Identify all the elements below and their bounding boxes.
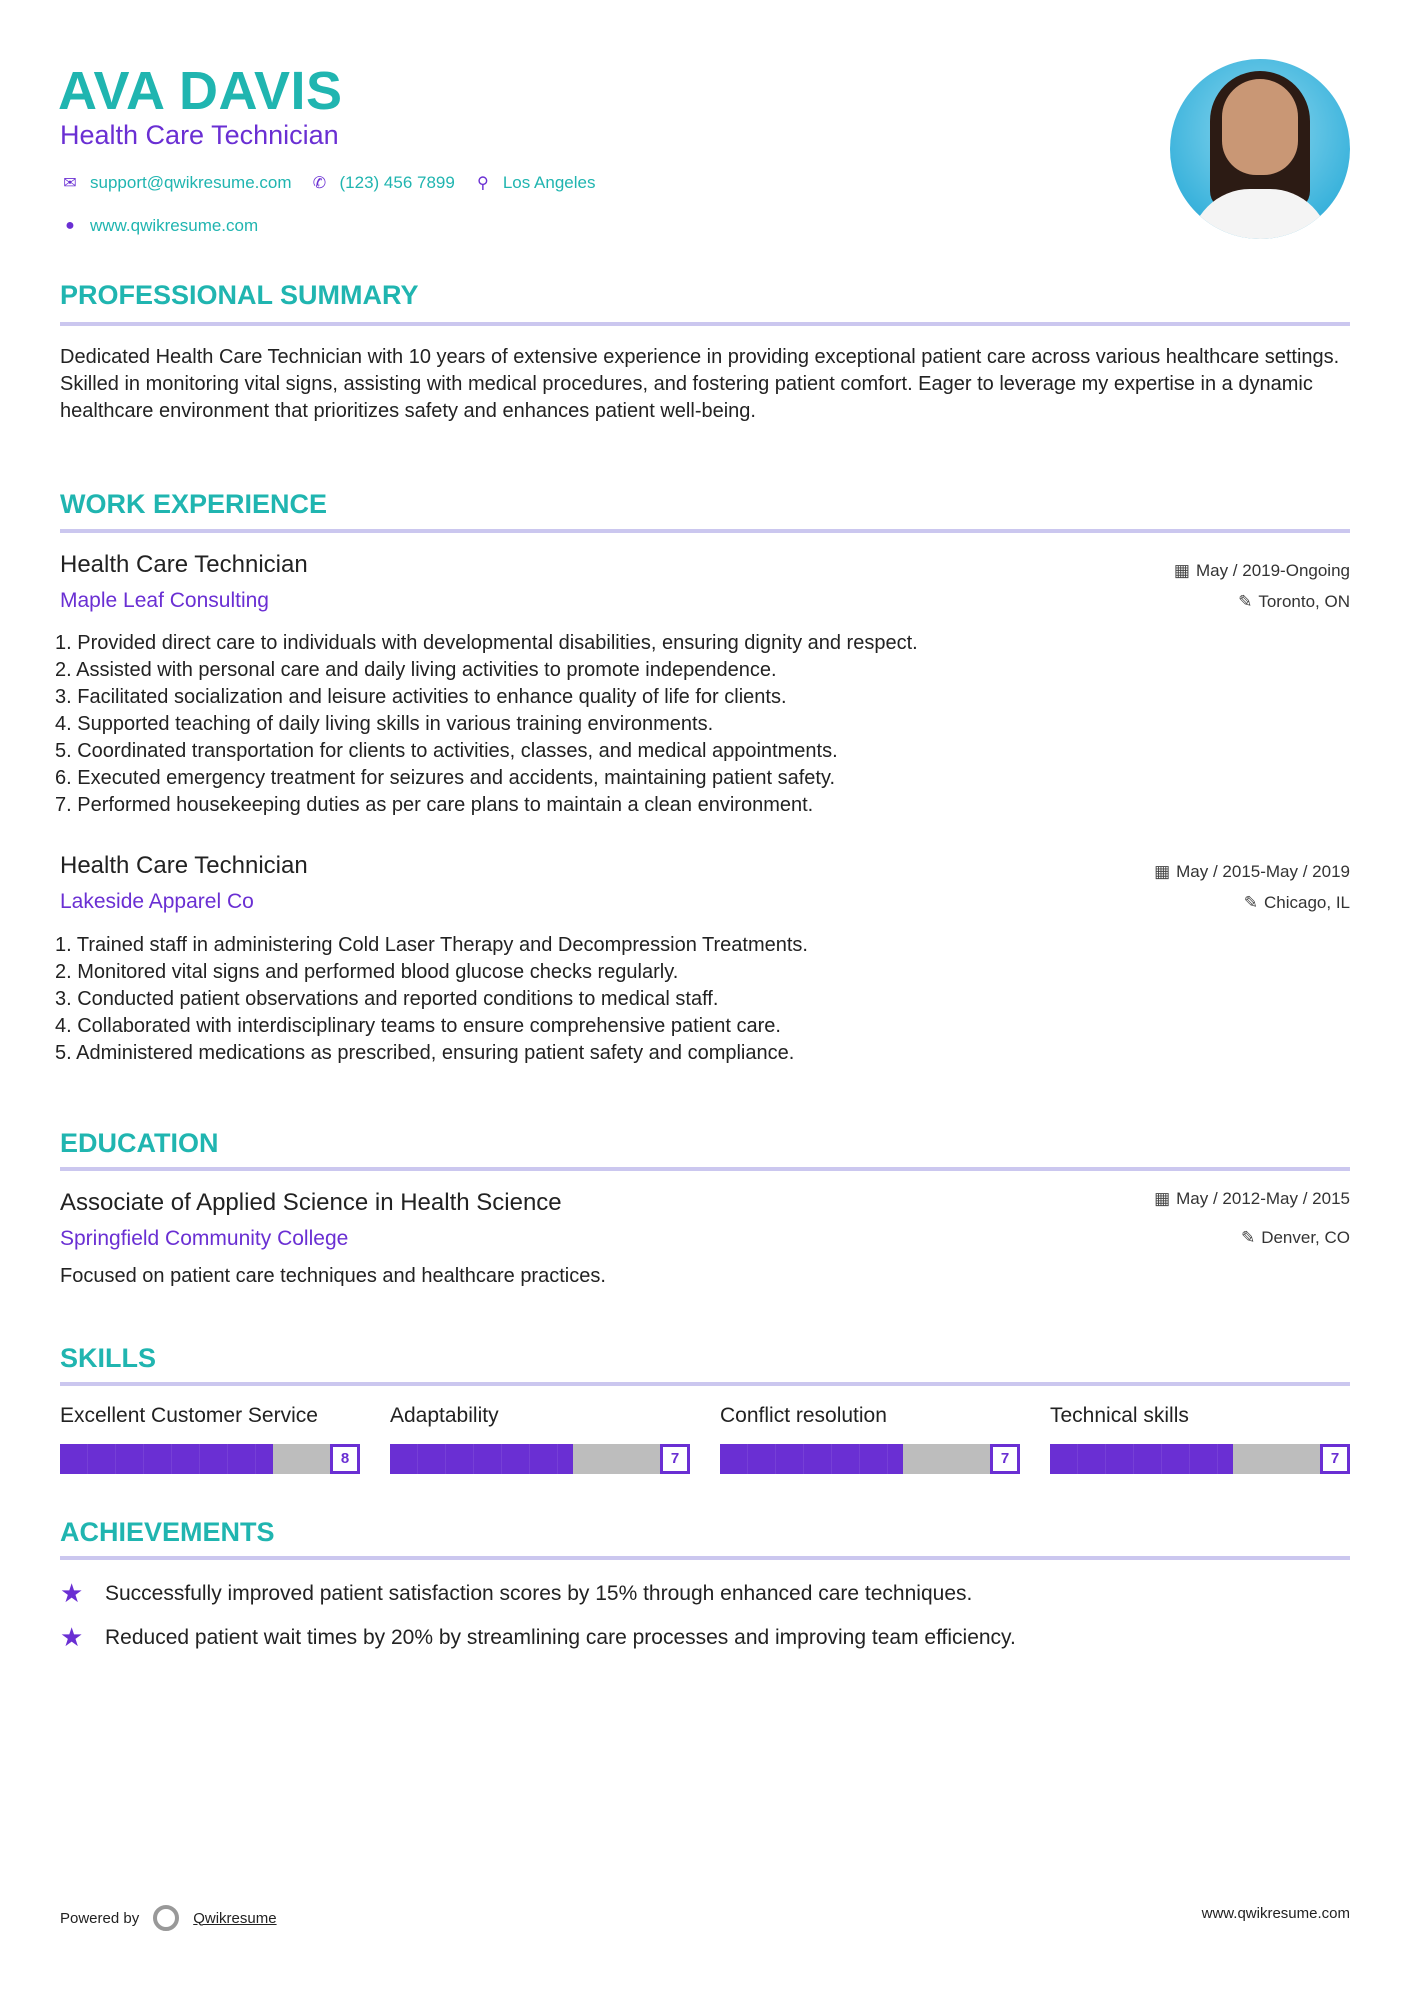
job-duties bbox=[55, 932, 808, 1067]
job-company: Maple Leaf Consulting bbox=[60, 589, 269, 612]
skill-fill bbox=[720, 1444, 903, 1474]
divider bbox=[60, 529, 1350, 533]
section-heading-experience: WORK EXPERIENCE bbox=[60, 489, 328, 519]
education-description: Focused on patient care techniques and healthcare practices. bbox=[60, 1265, 606, 1287]
envelope-icon: ✉ bbox=[63, 175, 77, 192]
website-link[interactable]: www.qwikresume.com bbox=[90, 216, 259, 235]
skill-item bbox=[1050, 1404, 1350, 1474]
list-item: 7. Performed housekeeping duties as per care plans to maintain a clean environment. bbox=[55, 794, 814, 816]
section-heading-skills: SKILLS bbox=[60, 1343, 157, 1373]
skill-fill bbox=[390, 1444, 573, 1474]
list-item: 4. Supported teaching of daily living skills in various training environments. bbox=[55, 713, 714, 735]
location-text: Los Angeles bbox=[502, 173, 596, 192]
job-duties bbox=[55, 630, 918, 819]
skill-level: 8 bbox=[330, 1444, 360, 1474]
calendar-icon: ▦ bbox=[1173, 561, 1190, 580]
skill-level: 7 bbox=[1320, 1444, 1350, 1474]
brand-link[interactable]: Qwikresume bbox=[193, 1909, 277, 1927]
achievement-text: Reduced patient wait times by 20% by streamlining care processes and improving team efficiency. bbox=[105, 1625, 1016, 1649]
pin-icon: ✎ bbox=[1238, 592, 1253, 611]
candidate-name: AVA DAVIS bbox=[58, 61, 343, 121]
contact-row bbox=[60, 173, 595, 193]
star-icon: ★ bbox=[60, 1578, 84, 1608]
skill-item bbox=[720, 1404, 1020, 1474]
pin-icon: ✎ bbox=[1243, 893, 1258, 912]
achievement-item bbox=[60, 1622, 1016, 1653]
skill-level: 7 bbox=[660, 1444, 690, 1474]
list-item: 6. Executed emergency treatment for seizures and accidents, maintaining patient safety. bbox=[55, 767, 836, 789]
skill-name: Excellent Customer Service bbox=[60, 1404, 318, 1427]
education-location: Denver, CO bbox=[1261, 1228, 1350, 1247]
divider bbox=[60, 1556, 1350, 1560]
powered-by-label: Powered by bbox=[60, 1909, 140, 1927]
list-item: 1. Trained staff in administering Cold Laser Therapy and Decompression Treatments. bbox=[55, 934, 808, 956]
pin-icon: ✎ bbox=[1240, 1228, 1256, 1247]
skill-bar bbox=[720, 1444, 1020, 1474]
skill-name: Conflict resolution bbox=[720, 1404, 887, 1427]
calendar-icon: ▦ bbox=[1154, 1189, 1171, 1208]
list-item: 2. Monitored vital signs and performed blood glucose checks regularly. bbox=[55, 961, 679, 983]
phone-text: (123) 456 7899 bbox=[339, 173, 455, 192]
skill-fill bbox=[60, 1444, 273, 1474]
skill-bar bbox=[390, 1444, 690, 1474]
email-link[interactable]: support@qwikresume.com bbox=[90, 173, 292, 192]
map-pin-icon: ⚲ bbox=[476, 175, 489, 192]
section-heading-education: EDUCATION bbox=[60, 1128, 219, 1158]
phone-icon: ✆ bbox=[312, 175, 327, 192]
list-item: 5. Coordinated transportation for clients to activities, classes, and medical appointments. bbox=[55, 740, 838, 762]
skill-name: Adaptability bbox=[390, 1404, 499, 1427]
achievement-item bbox=[60, 1578, 972, 1609]
divider bbox=[60, 1167, 1350, 1171]
profile-photo bbox=[1170, 59, 1350, 239]
divider bbox=[60, 322, 1350, 326]
job-company: Lakeside Apparel Co bbox=[60, 890, 254, 913]
education-date: May / 2012-May / 2015 bbox=[1176, 1189, 1350, 1208]
skill-bar bbox=[60, 1444, 360, 1474]
list-item: 5. Administered medications as prescribed, ensuring patient safety and compliance. bbox=[55, 1042, 795, 1064]
job-title: Health Care Technician bbox=[60, 852, 308, 879]
achievement-text: Successfully improved patient satisfaction scores by 15% through enhanced care techniques. bbox=[105, 1581, 973, 1605]
list-item: 1. Provided direct care to individuals with developmental disabilities, ensuring dignity and respect. bbox=[55, 632, 918, 654]
globe-icon: ● bbox=[65, 217, 75, 234]
section-heading-achievements: ACHIEVEMENTS bbox=[60, 1517, 275, 1547]
job-date: May / 2015-May / 2019 bbox=[1176, 862, 1350, 881]
skill-fill bbox=[1050, 1444, 1233, 1474]
job-location: Toronto, ON bbox=[1258, 592, 1350, 611]
skill-item bbox=[60, 1404, 360, 1474]
job-title: Health Care Technician bbox=[60, 551, 308, 578]
footer-website[interactable]: www.qwikresume.com bbox=[1201, 1905, 1350, 1922]
star-icon: ★ bbox=[60, 1622, 84, 1652]
footer-left bbox=[60, 1905, 277, 1931]
calendar-icon: ▦ bbox=[1154, 862, 1171, 881]
summary-text: Dedicated Health Care Technician with 10 years of extensive experience in providing exceptional patient care across various healthcare settings. Skilled in monitoring vital signs, assisting with medical procedures, and fostering patient comfort. Eager to leverage my expertise in a dynamic healthcare environment that prioritizes safety and enhances patient well-being. bbox=[60, 346, 1340, 422]
list-item: 4. Collaborated with interdisciplinary teams to ensure comprehensive patient care. bbox=[55, 1015, 781, 1037]
list-item: 3. Conducted patient observations and reported conditions to medical staff. bbox=[55, 988, 719, 1010]
website-row bbox=[60, 216, 258, 236]
qwikresume-logo-icon bbox=[153, 1905, 179, 1931]
candidate-title: Health Care Technician bbox=[60, 120, 339, 150]
skill-bar bbox=[1050, 1444, 1350, 1474]
divider bbox=[60, 1382, 1350, 1386]
list-item: 3. Facilitated socialization and leisure activities to enhance quality of life for clients. bbox=[55, 686, 787, 708]
job-date: May / 2019-Ongoing bbox=[1195, 561, 1350, 580]
skill-name: Technical skills bbox=[1050, 1404, 1189, 1427]
list-item: 2. Assisted with personal care and daily living activities to promote independence. bbox=[55, 659, 777, 681]
skill-item bbox=[390, 1404, 690, 1474]
section-heading-summary: PROFESSIONAL SUMMARY bbox=[60, 280, 419, 310]
job-location: Chicago, IL bbox=[1264, 893, 1350, 912]
skill-level: 7 bbox=[990, 1444, 1020, 1474]
school: Springfield Community College bbox=[60, 1227, 349, 1250]
degree: Associate of Applied Science in Health Science bbox=[60, 1189, 562, 1216]
